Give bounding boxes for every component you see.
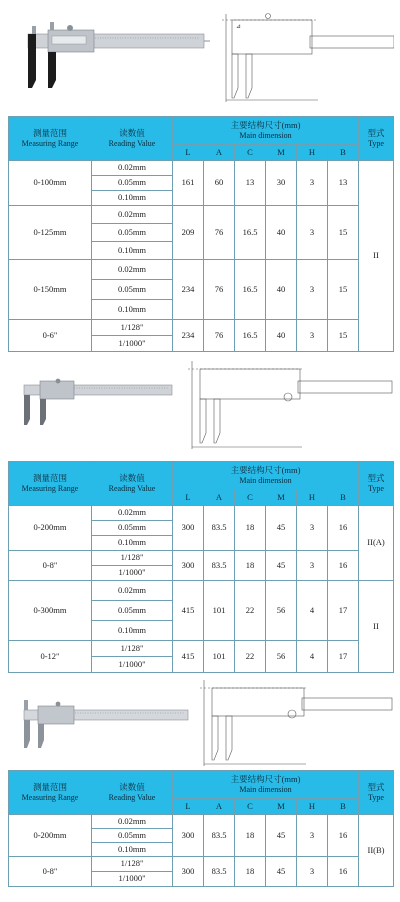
header-measuring-range: 测量范围 Measuring Range: [9, 771, 92, 815]
dim-m: 40: [266, 320, 297, 352]
dim-b: 16: [328, 857, 359, 887]
reading-cell: 0.02mm: [92, 161, 173, 176]
col-header-m: M: [266, 799, 297, 815]
range-cell: 0-100mm: [9, 161, 92, 206]
dim-a: 101: [204, 581, 235, 641]
col-header-b: B: [328, 145, 359, 161]
col-header-b: B: [328, 490, 359, 506]
header-measuring-range: 测量范围 Measuring Range: [9, 117, 92, 161]
reading-cell: 0.02mm: [92, 506, 173, 521]
figure-row-1: [0, 0, 400, 112]
range-cell: 0-300mm: [9, 581, 92, 641]
dim-m: 40: [266, 260, 297, 320]
dim-a: 76: [204, 260, 235, 320]
reading-cell: 1/128": [92, 641, 173, 657]
dim-b: 15: [328, 260, 359, 320]
dim-m: 56: [266, 641, 297, 673]
dim-c: 22: [235, 641, 266, 673]
col-header-a: A: [204, 799, 235, 815]
dim-c: 18: [235, 815, 266, 857]
col-header-h: H: [297, 799, 328, 815]
range-cell: 0-200mm: [9, 506, 92, 551]
col-header-m: M: [266, 490, 297, 506]
spec-table-1: [8, 116, 394, 352]
header-type: 型式 Type: [359, 462, 394, 506]
header-reading-value: 读数值 Reading Value: [92, 462, 173, 506]
reading-cell: 0.10mm: [92, 536, 173, 551]
reading-cell: 0.05mm: [92, 829, 173, 843]
col-header-m: M: [266, 145, 297, 161]
dim-l: 300: [173, 506, 204, 551]
range-cell: 0-6": [9, 320, 92, 352]
reading-cell: 0.05mm: [92, 224, 173, 242]
header-type: 型式 Type: [359, 117, 394, 161]
dim-m: 40: [266, 206, 297, 260]
range-cell: 0-125mm: [9, 206, 92, 260]
dim-m: 45: [266, 857, 297, 887]
col-header-h: H: [297, 490, 328, 506]
col-header-l: L: [173, 490, 204, 506]
dim-h: 3: [297, 161, 328, 206]
reading-cell: 0.02mm: [92, 260, 173, 280]
spec-table-3: [8, 770, 394, 887]
dim-c: 18: [235, 857, 266, 887]
dim-b: 15: [328, 320, 359, 352]
dim-c: 16.5: [235, 260, 266, 320]
dim-a: 76: [204, 206, 235, 260]
reading-cell: 1/1000": [92, 657, 173, 673]
dim-l: 300: [173, 551, 204, 581]
dim-b: 16: [328, 815, 359, 857]
dim-h: 3: [297, 260, 328, 320]
col-header-c: C: [235, 490, 266, 506]
dim-a: 83.5: [204, 815, 235, 857]
range-cell: 0-12": [9, 641, 92, 673]
dim-c: 22: [235, 581, 266, 641]
col-header-c: C: [235, 145, 266, 161]
dim-h: 3: [297, 815, 328, 857]
type-cell: II: [359, 581, 394, 673]
dim-h: 3: [297, 320, 328, 352]
reading-cell: 1/1000": [92, 566, 173, 581]
range-cell: 0-8": [9, 551, 92, 581]
caliper-drawing: [218, 10, 394, 106]
reading-cell: 1/128": [92, 551, 173, 566]
dim-a: 76: [204, 320, 235, 352]
reading-cell: 0.10mm: [92, 191, 173, 206]
dim-a: 83.5: [204, 506, 235, 551]
dim-b: 16: [328, 551, 359, 581]
dim-b: 13: [328, 161, 359, 206]
reading-cell: 0.05mm: [92, 176, 173, 191]
dim-b: 16: [328, 506, 359, 551]
dim-m: 45: [266, 815, 297, 857]
svg-text:⊿: ⊿: [236, 23, 242, 30]
dim-h: 4: [297, 641, 328, 673]
type-cell: II(A): [359, 506, 394, 581]
col-header-b: B: [328, 799, 359, 815]
dim-l: 300: [173, 857, 204, 887]
reading-cell: 0.02mm: [92, 206, 173, 224]
reading-cell: 0.10mm: [92, 300, 173, 320]
col-header-a: A: [204, 145, 235, 161]
dim-h: 3: [297, 551, 328, 581]
dim-m: 56: [266, 581, 297, 641]
dim-a: 60: [204, 161, 235, 206]
dim-m: 45: [266, 506, 297, 551]
header-measuring-range: 测量范围 Measuring Range: [9, 462, 92, 506]
header-main-dimension: 主要结构尺寸(mm) Main dimension: [173, 117, 359, 145]
caliper-drawing: [182, 357, 394, 453]
reading-cell: 0.10mm: [92, 242, 173, 260]
type-cell: II: [359, 161, 394, 352]
dim-m: 30: [266, 161, 297, 206]
col-header-c: C: [235, 799, 266, 815]
header-type: 型式 Type: [359, 771, 394, 815]
dim-h: 3: [297, 206, 328, 260]
col-header-h: H: [297, 145, 328, 161]
dim-l: 234: [173, 260, 204, 320]
caliper-drawing: [196, 676, 394, 770]
reading-cell: 0.05mm: [92, 280, 173, 300]
reading-cell: 1/1000": [92, 872, 173, 887]
dim-l: 415: [173, 641, 204, 673]
dim-c: 13: [235, 161, 266, 206]
dim-l: 300: [173, 815, 204, 857]
caliper-photo: [14, 377, 174, 427]
reading-cell: 1/1000": [92, 336, 173, 352]
dim-c: 18: [235, 506, 266, 551]
dim-a: 83.5: [204, 857, 235, 887]
dim-c: 16.5: [235, 206, 266, 260]
caliper-photo: [10, 18, 210, 88]
dim-l: 234: [173, 320, 204, 352]
header-reading-value: 读数值 Reading Value: [92, 117, 173, 161]
reading-cell: 0.02mm: [92, 581, 173, 601]
reading-cell: 0.10mm: [92, 621, 173, 641]
reading-cell: 1/128": [92, 320, 173, 336]
dim-l: 415: [173, 581, 204, 641]
dim-c: 16.5: [235, 320, 266, 352]
dim-h: 4: [297, 581, 328, 641]
dim-h: 3: [297, 857, 328, 887]
col-header-l: L: [173, 145, 204, 161]
figure-row-3: [0, 674, 400, 770]
header-main-dimension: 主要结构尺寸(mm) Main dimension: [173, 462, 359, 490]
col-header-a: A: [204, 490, 235, 506]
dim-a: 101: [204, 641, 235, 673]
dim-b: 17: [328, 581, 359, 641]
spec-table-2: [8, 461, 394, 673]
col-header-l: L: [173, 799, 204, 815]
dim-c: 18: [235, 551, 266, 581]
reading-cell: 0.02mm: [92, 815, 173, 829]
figure-row-2: [0, 355, 400, 455]
range-cell: 0-8": [9, 857, 92, 887]
dim-m: 45: [266, 551, 297, 581]
header-main-dimension: 主要结构尺寸(mm) Main dimension: [173, 771, 359, 799]
dim-l: 209: [173, 206, 204, 260]
dim-b: 15: [328, 206, 359, 260]
dim-l: 161: [173, 161, 204, 206]
reading-cell: 0.10mm: [92, 843, 173, 857]
range-cell: 0-200mm: [9, 815, 92, 857]
reading-cell: 0.05mm: [92, 601, 173, 621]
reading-cell: 1/128": [92, 857, 173, 872]
dim-b: 17: [328, 641, 359, 673]
range-cell: 0-150mm: [9, 260, 92, 320]
dim-a: 83.5: [204, 551, 235, 581]
header-reading-value: 读数值 Reading Value: [92, 771, 173, 815]
type-cell: II(B): [359, 815, 394, 887]
caliper-photo: [10, 696, 190, 750]
dim-h: 3: [297, 506, 328, 551]
reading-cell: 0.05mm: [92, 521, 173, 536]
